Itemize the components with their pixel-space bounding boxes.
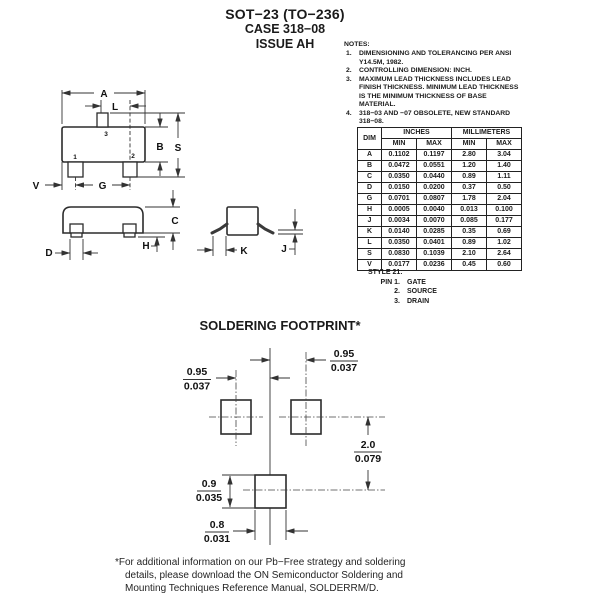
pin-label: 3. (394, 297, 400, 305)
dim-letter: G (358, 194, 382, 205)
note-item (344, 110, 520, 127)
dim-cell: 1.78 (452, 194, 487, 205)
note-text: MAXIMUM LEAD THICKNESS INCLUDES LEAD FINISH THICKNESS. MINIMUM LEAD THICKNESS IS THE MINIMUM THICKNESS OF BASE MATERIAL. (359, 76, 519, 109)
note-number: 1. (346, 50, 352, 58)
table-row (358, 249, 522, 260)
dim-cell: 0.0005 (382, 205, 417, 216)
dim-label-B: B (156, 142, 164, 153)
dim-cell: 0.0807 (417, 194, 452, 205)
lead-pad (123, 224, 136, 233)
dim-cell: 3.04 (487, 150, 522, 161)
style-block (368, 268, 437, 306)
footer-note (115, 556, 505, 595)
dim-cell: 0.0440 (417, 172, 452, 183)
dim-cell: 0.0236 (417, 260, 452, 271)
gull-wing-lead-right (258, 224, 273, 233)
dim-row-spacing (354, 417, 382, 490)
dim-cell: 0.0830 (382, 249, 417, 260)
end-view (197, 207, 303, 257)
note-number: 4. (346, 109, 352, 117)
dim-cell: 0.1197 (417, 150, 452, 161)
dim-letter: L (358, 238, 382, 249)
pin-function: GATE (407, 278, 426, 286)
max-header: MAX (487, 139, 522, 150)
dim-cell: 0.0472 (382, 161, 417, 172)
lead-pad (70, 224, 83, 233)
dim-cell: 2.10 (452, 249, 487, 260)
table-row (358, 150, 522, 161)
dim-mm-value: 0.95 (186, 366, 208, 378)
dim-letter: H (358, 205, 382, 216)
dim-cell: 0.45 (452, 260, 487, 271)
package-outline-drawing (25, 78, 335, 278)
dim-inch-value: 0.037 (183, 380, 211, 393)
dim-cell: 0.0034 (382, 216, 417, 227)
table-row (358, 216, 522, 227)
dim-cell: 2.80 (452, 150, 487, 161)
pin-function-row (368, 278, 437, 288)
notes-block (344, 41, 520, 127)
dim-pad-width (204, 510, 308, 545)
dim-cell: 0.0285 (417, 227, 452, 238)
pin2-number: 2 (131, 153, 135, 160)
dim-label-C: C (171, 216, 179, 227)
footer-line: *For additional information on our Pb−Free strategy and soldering (115, 557, 406, 568)
dim-cell: 0.0701 (382, 194, 417, 205)
dim-mm-value: 0.8 (209, 519, 225, 531)
note-text: CONTROLLING DIMENSION: INCH. (359, 67, 472, 75)
table-row (358, 205, 522, 216)
table-row (358, 183, 522, 194)
dim-label-H: H (142, 241, 150, 252)
inches-group-header: INCHES (382, 128, 452, 139)
note-item (344, 76, 520, 109)
dim-mm-value: 2.0 (360, 439, 376, 451)
dim-letter: D (358, 183, 382, 194)
max-header: MAX (417, 139, 452, 150)
pin-function: SOURCE (407, 288, 437, 295)
dim-cell: 0.0350 (382, 238, 417, 249)
dim-col-header: DIM (358, 128, 382, 150)
footer-line: Mounting Techniques Reference Manual, SOLDERRM/D. (125, 583, 379, 594)
dim-cell: 0.37 (452, 183, 487, 194)
dim-letter: K (358, 227, 382, 238)
note-item (344, 67, 520, 75)
dim-label-A: A (100, 89, 108, 100)
dim-label-V: V (32, 181, 40, 192)
package-body-end-view (227, 207, 258, 235)
table-row (358, 172, 522, 183)
dim-label-G: G (98, 181, 107, 192)
dim-label-L: L (111, 102, 119, 113)
dim-cell: 0.177 (487, 216, 522, 227)
pin1-lead (68, 162, 83, 177)
soldering-footprint-drawing (170, 340, 430, 555)
lead-tip (124, 233, 135, 237)
note-text: DIMENSIONING AND TOLERANCING PER ANSI Y14.5M, 1982. (359, 50, 512, 66)
min-header: MIN (452, 139, 487, 150)
dim-cell: 0.0551 (417, 161, 452, 172)
pin1-number: 1 (73, 154, 77, 161)
pin-label: PIN 1. (380, 278, 400, 286)
dim-label-J: J (281, 244, 287, 255)
page-title: SOT−23 (TO−236) (225, 6, 345, 22)
table-row (358, 161, 522, 172)
dim-cell: 0.35 (452, 227, 487, 238)
dim-inch-value: 0.035 (195, 492, 223, 504)
dim-cell: 0.085 (452, 216, 487, 227)
pin-function: DRAIN (407, 297, 430, 305)
dim-letter: S (358, 249, 382, 260)
footer-line: details, please download the ON Semiconductor Soldering and (125, 570, 403, 581)
lead-tip (71, 233, 82, 237)
dim-cell: 1.40 (487, 161, 522, 172)
dim-label-K: K (240, 246, 248, 257)
dim-cell: 0.0040 (417, 205, 452, 216)
dim-letter: B (358, 161, 382, 172)
solder-pad-bottom (255, 475, 286, 508)
pin-function-row (368, 287, 437, 297)
min-header: MIN (382, 139, 417, 150)
note-text: 318−03 AND −07 OBSOLETE, NEW STANDARD 318−08. (359, 109, 511, 126)
pin3-lead (97, 113, 108, 127)
dim-cell: 1.02 (487, 238, 522, 249)
dim-inch-value: 0.079 (354, 453, 382, 465)
dim-pitch-left (183, 366, 290, 393)
top-view (33, 89, 185, 192)
note-item (344, 50, 520, 67)
dim-cell: 0.0200 (417, 183, 452, 194)
pin3-number: 3 (104, 131, 108, 138)
dim-cell: 0.50 (487, 183, 522, 194)
dim-letter: A (358, 150, 382, 161)
pin2-lead (123, 162, 137, 177)
table-row (358, 227, 522, 238)
dim-inch-value: 0.037 (330, 362, 358, 374)
notes-heading: NOTES: (344, 41, 370, 48)
dim-cell: 0.0070 (417, 216, 452, 227)
issue-revision: ISSUE AH (255, 37, 315, 52)
dim-cell: 0.100 (487, 205, 522, 216)
dimension-table (357, 127, 522, 271)
side-view (45, 190, 180, 260)
dim-cell: 1.20 (452, 161, 487, 172)
dim-cell: 0.0177 (382, 260, 417, 271)
dim-cell: 0.0350 (382, 172, 417, 183)
dim-letter: C (358, 172, 382, 183)
dim-pitch-right (250, 348, 358, 374)
dim-cell: 0.0401 (417, 238, 452, 249)
dim-mm-value: 0.95 (333, 348, 355, 360)
dim-letter: J (358, 216, 382, 227)
dim-cell: 2.64 (487, 249, 522, 260)
dim-label-S: S (174, 143, 182, 154)
dim-pad-height (196, 475, 255, 508)
dim-cell: 1.11 (487, 172, 522, 183)
note-number: 2. (346, 67, 352, 75)
dim-cell: 0.1039 (417, 249, 452, 260)
dim-cell: 2.04 (487, 194, 522, 205)
dim-cell: 0.60 (487, 260, 522, 271)
table-row (358, 238, 522, 249)
gull-wing-lead-left (212, 224, 227, 233)
soldering-footprint-heading: SOLDERING FOOTPRINT* (199, 318, 361, 333)
dim-cell: 0.0140 (382, 227, 417, 238)
note-number: 3. (346, 76, 352, 84)
millimeters-group-header: MILLIMETERS (452, 128, 522, 139)
pin-label: 2. (394, 288, 400, 295)
dim-mm-value: 0.9 (201, 478, 217, 490)
case-number: CASE 318−08 (244, 22, 326, 37)
dim-inch-value: 0.031 (203, 533, 231, 545)
style-heading: STYLE 21: (368, 269, 403, 276)
dim-cell: 0.013 (452, 205, 487, 216)
dim-cell: 0.1102 (382, 150, 417, 161)
dim-letter: V (358, 260, 382, 271)
dim-label-D: D (45, 248, 53, 259)
dim-cell: 0.0150 (382, 183, 417, 194)
table-row (358, 194, 522, 205)
dim-cell: 0.89 (452, 172, 487, 183)
pin-function-row (368, 297, 437, 307)
dim-cell: 0.69 (487, 227, 522, 238)
dim-cell: 0.89 (452, 238, 487, 249)
